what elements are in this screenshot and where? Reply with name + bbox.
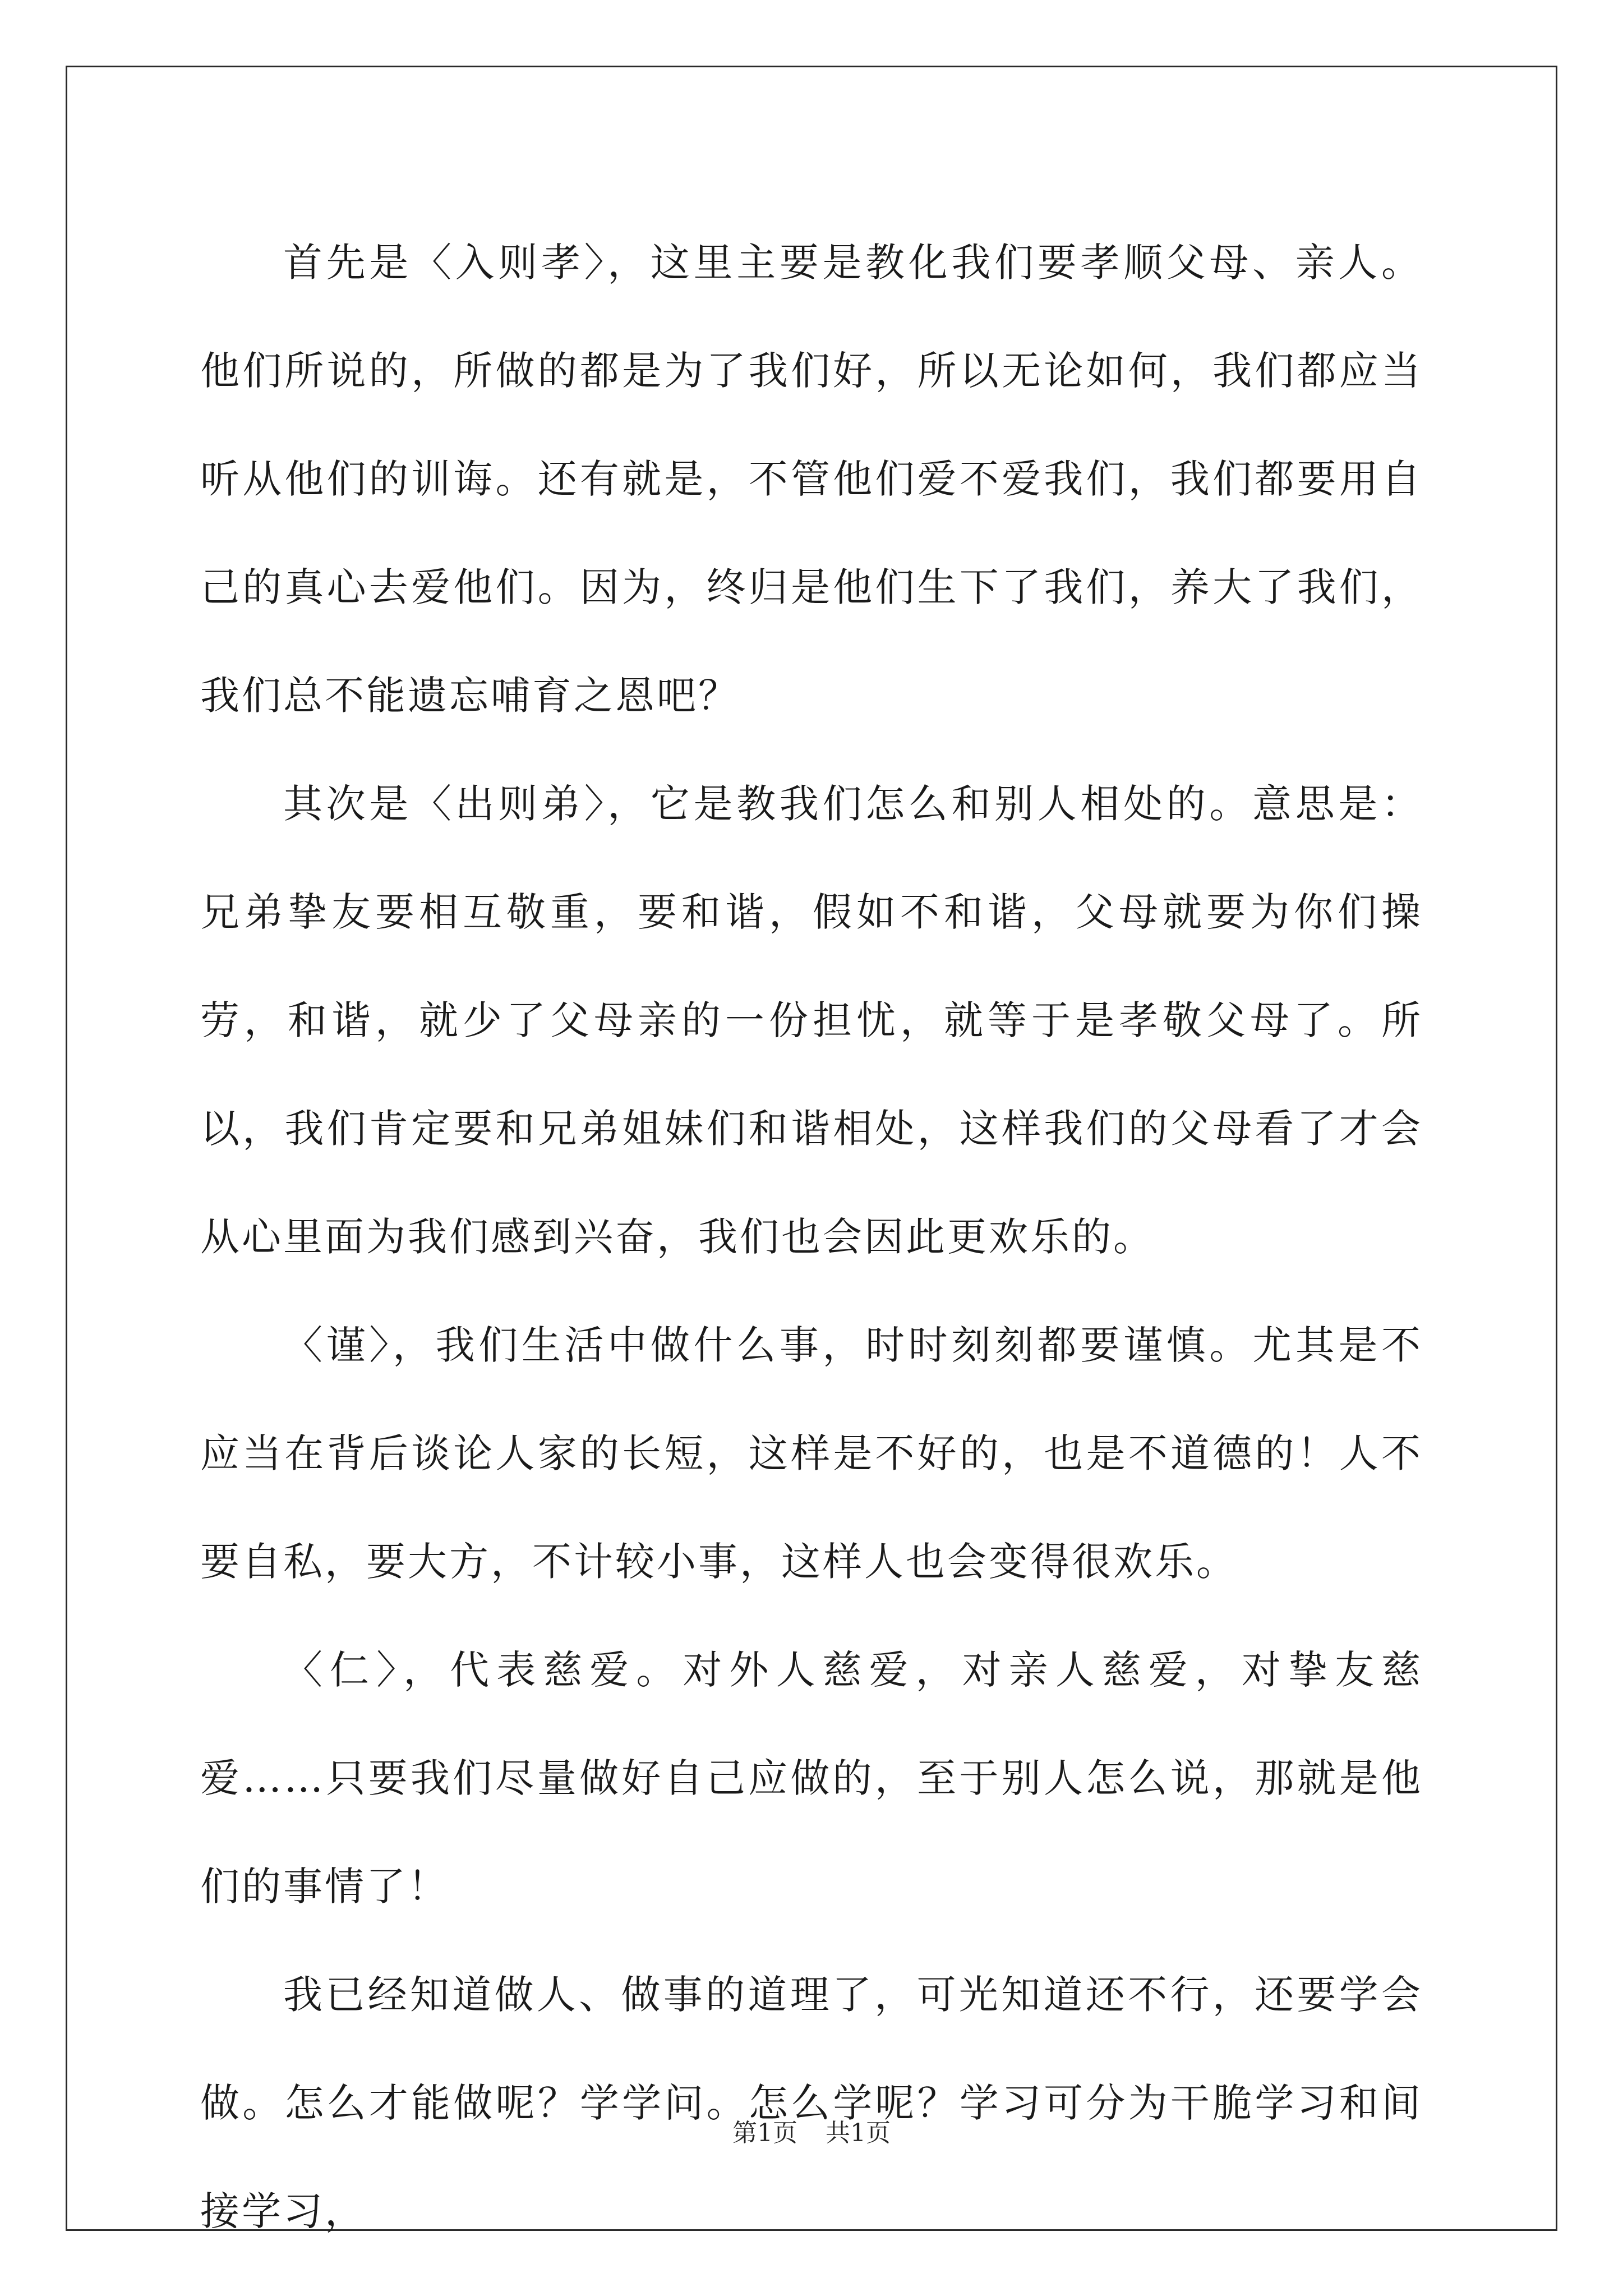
paragraph-learning: 我已经知道做人、做事的道理了，可光知道还不行，还要学会做。怎么才能做呢？学学问。怎么学呢？学习可分为干脆学习和间接学习， — [200, 1972, 1423, 2234]
paragraph-ren: 〈仁〉，代表慈爱。对外人慈爱，对亲人慈爱，对挚友慈爱……只要我们尽量做好自己应做的，至于别人怎么说，那就是他们的事情了！ — [200, 1647, 1423, 1910]
paragraph-ru-ze-xiao: 首先是〈入则孝〉，这里主要是教化我们要孝顺父母、亲人。他们所说的，所做的都是为了我们好，所以无论如何，我们都应当听从他们的训诲。还有就是，不管他们爱不爱我们，我们都要用自己的真心去爱他们。因为，终归是他们生下了我们，养大了我们，我们总不能遗忘哺育之恩吧？ — [200, 240, 1423, 719]
document-body — [200, 209, 1423, 2266]
page-footer — [0, 2118, 1623, 2149]
paragraph-chu-ze-di: 其次是〈出则弟〉，它是教我们怎么和别人相处的。意思是：兄弟挚友要相互敬重，要和谐，假如不和谐，父母就要为你们操劳，和谐，就少了父母亲的一份担忧，就等于是孝敬父母了。所以，我们肯定要和兄弟姐妹们和谐相处，这样我们的父母看了才会从心里面为我们感到兴奋，我们也会因此更欢乐的。 — [200, 781, 1423, 1260]
paragraph-jin: 〈谨〉，我们生活中做什么事，时时刻刻都要谨慎。尤其是不应当在背后谈论人家的长短，这样是不好的，也是不道德的！人不要自私，要大方，不计较小事，这样人也会变得很欢乐。 — [200, 1322, 1423, 1585]
page-number-current: 第1页 — [732, 2119, 797, 2147]
page-number-total: 共1页 — [826, 2119, 891, 2147]
